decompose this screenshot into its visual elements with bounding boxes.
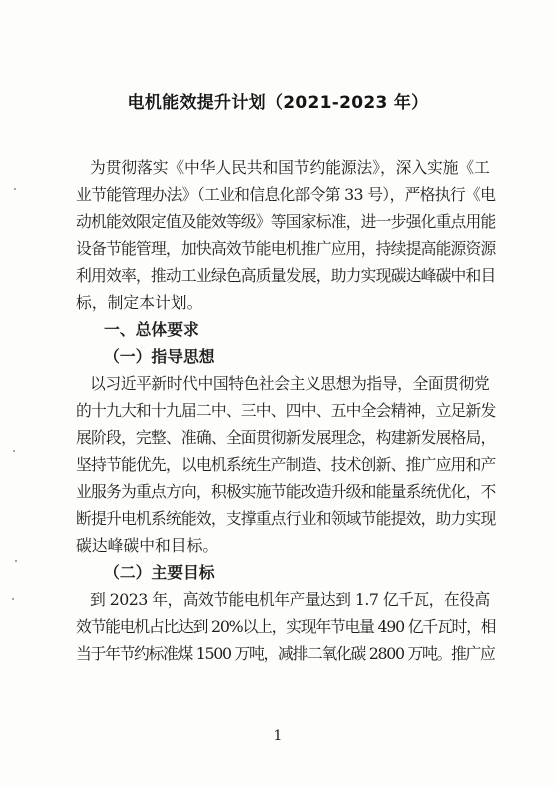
scan-speck — [13, 450, 15, 452]
paragraph-line: 业服务为重点方向，积极实施节能改造升级和能量系统优化，不 — [76, 482, 496, 501]
scan-speck — [15, 560, 17, 562]
paragraph-line: 当于年节约标准煤 1500 万吨，减排二氧化碳 2800 万吨。推广应 — [76, 644, 495, 663]
paragraph-line: 断提升电机系统能效，支撑重点行业和领域节能提效，助力实现 — [76, 509, 496, 528]
paragraph-line: 的十九大和十九届二中、三中、四中、五中全会精神，立足新发 — [76, 401, 496, 420]
paragraph-line: 为贯彻落实《中华人民共和国节约能源法》，深入实施《工 — [90, 158, 490, 177]
scan-speck — [12, 598, 14, 600]
subsection-heading: （一）指导思想 — [104, 347, 215, 366]
paragraph-line: 坚持节能优先，以电机系统生产制造、技术创新、推广应用和产 — [76, 455, 496, 474]
subsection-heading: （二）主要目标 — [104, 563, 215, 582]
paragraph-line: 利用效率，推动工业绿色高质量发展，助力实现碳达峰碳中和目 — [76, 266, 496, 285]
paragraph-line: 业节能管理办法》（工业和信息化部令第 33 号），严格执行《电 — [76, 185, 496, 204]
paragraph-line: 动机能效限定值及能效等级》等国家标准，进一步强化重点用能 — [76, 212, 496, 231]
paragraph-line: 效节能电机占比达到 20%以上，实现年节电量 490 亿千瓦时，相 — [76, 617, 496, 636]
paragraph-line: 展阶段，完整、准确、全面贯彻新发展理念，构建新发展格局， — [76, 428, 496, 447]
section-heading: 一、总体要求 — [104, 320, 199, 339]
page-number: 1 — [273, 728, 283, 744]
paragraph-line: 标，制定本计划。 — [76, 293, 203, 312]
paragraph-line: 以习近平新时代中国特色社会主义思想为指导，全面贯彻党 — [90, 374, 490, 393]
document-title: 电机能效提升计划（2021-2023 年） — [127, 93, 429, 113]
paragraph-line: 设备节能管理，加快高效节能电机推广应用，持续提高能源资源 — [76, 239, 496, 258]
paragraph-line: 碳达峰碳中和目标。 — [76, 536, 219, 555]
scan-speck — [14, 188, 16, 190]
paragraph-line: 到 2023 年，高效节能电机年产量达到 1.7 亿千瓦，在役高 — [90, 590, 490, 609]
